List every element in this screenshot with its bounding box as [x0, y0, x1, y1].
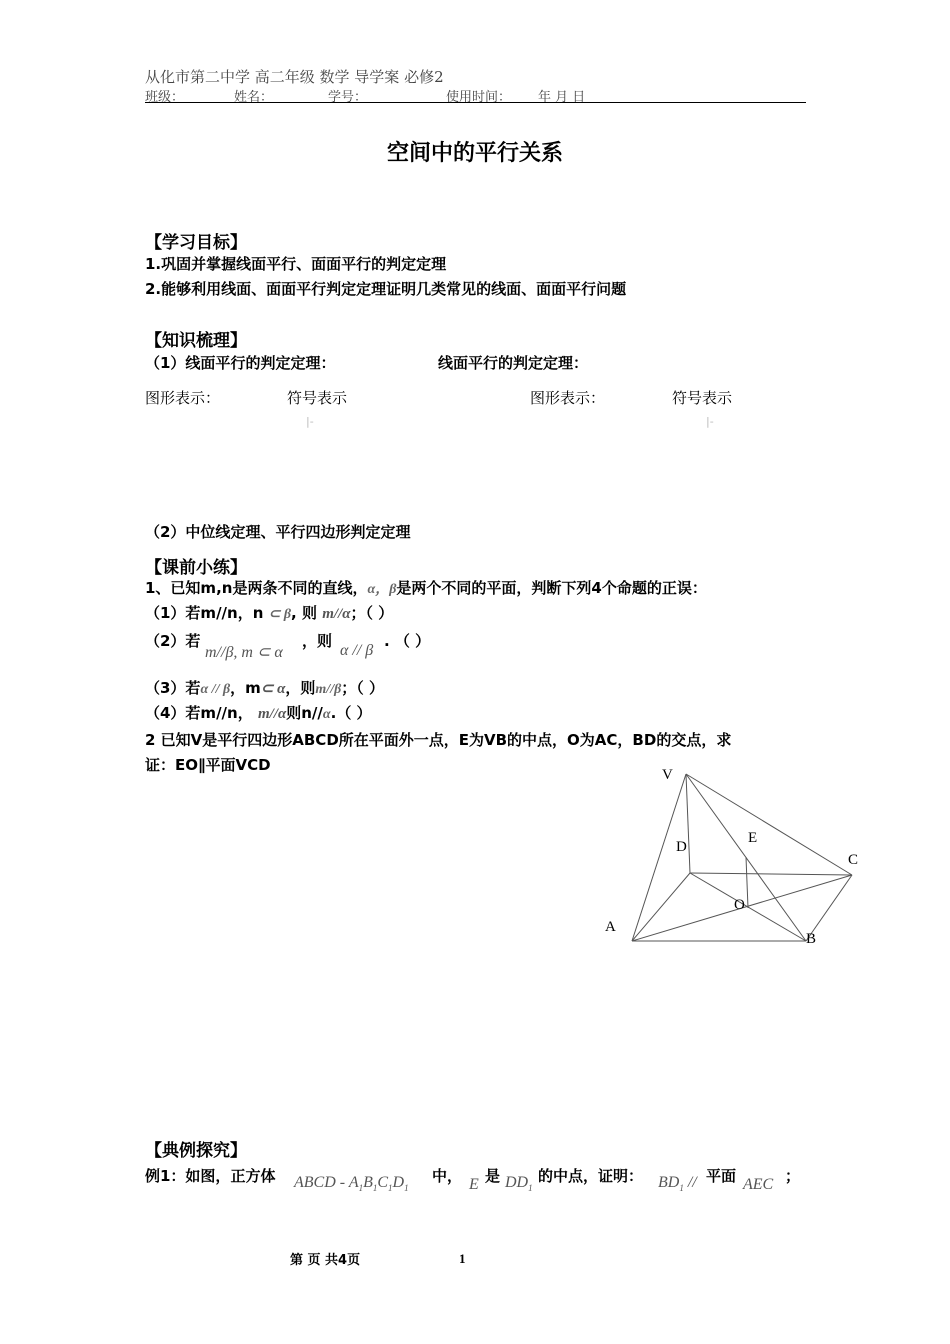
- example-1-text-e: 平面: [706, 1167, 737, 1185]
- sub-1d: 1: [404, 1183, 409, 1194]
- example-1-text-d: 的中点，证明：: [538, 1167, 644, 1185]
- placeholder-mark-right: |-: [706, 415, 714, 428]
- p3-text-a: （3）若: [145, 679, 201, 697]
- p4-text-b: 则n//: [286, 704, 323, 722]
- example-1-text-c: 是: [485, 1167, 501, 1185]
- edge-va: [632, 774, 686, 941]
- p4-math-2: α: [322, 707, 331, 722]
- p4-math-1: m//α: [257, 706, 287, 722]
- p4-text-a: （4）若m//n，: [145, 704, 253, 722]
- edge-cd: [690, 873, 852, 875]
- p1-math-1: ⊂ β: [268, 607, 292, 622]
- goal-item-2: 2.能够利用线面、面面平行判定定理证明几类常见的线面、面面平行问题: [145, 280, 627, 298]
- placeholder-mark-left: |-: [306, 415, 314, 428]
- p1-text-a: （1）若m//n，n: [145, 604, 264, 622]
- label-o: O: [734, 897, 745, 913]
- page-title: 空间中的平行关系: [386, 141, 563, 166]
- goals-heading: 【学习目标】: [145, 233, 247, 253]
- example-1-plane-aec: AEC: [743, 1176, 774, 1193]
- sub-1c: 1: [388, 1183, 393, 1194]
- practice-p1: [145, 602, 393, 623]
- sub-bd1: 1: [679, 1183, 684, 1194]
- edge-vd: [686, 774, 690, 873]
- header-rule: [145, 102, 806, 103]
- practice-p3: [145, 677, 384, 698]
- practice-p2: [145, 630, 200, 651]
- p3-text-c: ，则: [285, 679, 316, 697]
- example-1-segment-dd1: [505, 1174, 533, 1193]
- q1-text-a: 1、已知m,n是两条不同的直线，: [145, 579, 368, 597]
- example-1-segment-bd1: [658, 1174, 697, 1193]
- p1-text-c: ；（ ）: [350, 604, 394, 622]
- practice-q2-line2: 证：EO∥平面VCD: [145, 756, 271, 774]
- examples-heading: 【典例探究】: [145, 1141, 247, 1161]
- label-d: D: [676, 839, 687, 855]
- header-id-label: 学号：: [328, 90, 368, 105]
- sub-1a: 1: [358, 1183, 364, 1194]
- p2-text-a: （2）若: [145, 632, 201, 650]
- footer-page-count: 第 页 共4页: [290, 1253, 361, 1268]
- symbol-label-right: 符号表示: [672, 389, 733, 407]
- header-date-label: 年 月 日: [538, 90, 586, 105]
- symbol-label-left: 符号表示: [287, 389, 348, 407]
- cube-name-c: C: [377, 1174, 389, 1191]
- knowledge-heading: 【知识梳理】: [145, 331, 247, 351]
- pyramid-figure: [590, 760, 880, 960]
- p3-text-d: ；（ ）: [341, 679, 384, 697]
- cube-name-b: B: [363, 1174, 373, 1191]
- q1-greek: α，β: [367, 582, 397, 597]
- knowledge-left-title: （1）线面平行的判定定理：: [145, 354, 336, 372]
- footer-page-number: 1: [459, 1251, 466, 1266]
- p3-math-1: α // β: [200, 682, 231, 697]
- p4-text-c: .（ ）: [330, 704, 372, 722]
- knowledge-item-2: （2）中位线定理、平行四边形判定定理: [145, 523, 411, 541]
- edge-da: [632, 873, 690, 941]
- example-1-text-f: ；: [785, 1167, 801, 1185]
- cube-name-d: D: [392, 1174, 405, 1191]
- example-1-lead: 例1：如图，正方体: [145, 1167, 276, 1185]
- goal-item-1: 1.巩固并掌握线面平行、面面平行的判定定理: [145, 255, 447, 273]
- label-c: C: [848, 852, 859, 868]
- parallel-symbol: //: [683, 1174, 697, 1191]
- cube-name-a: ABCD - A: [294, 1174, 359, 1191]
- example-1-cube-name: [294, 1174, 409, 1193]
- practice-p4: [145, 702, 372, 723]
- sub-dd1: 1: [528, 1183, 533, 1194]
- edge-vc: [686, 774, 852, 875]
- practice-q2-line1: 2 已知V是平行四边形ABCD所在平面外一点，E为VB的中点，O为AC，BD的交点，求: [145, 731, 732, 749]
- p3-math-3: m//β: [315, 682, 342, 697]
- label-e: E: [748, 830, 758, 846]
- label-v: V: [662, 767, 673, 783]
- segment-bd: BD: [658, 1174, 680, 1191]
- p2-math-1: m//β, m ⊂ α: [205, 644, 283, 661]
- example-1-point-e: E: [469, 1176, 479, 1193]
- q1-text-b: 是两个不同的平面，判断下列4个命题的正误：: [396, 579, 707, 597]
- p3-text-b: ，m: [230, 679, 261, 697]
- p2-text-c: . （ ）: [384, 632, 431, 650]
- label-b: B: [806, 931, 817, 947]
- figure-label-right: 图形表示：: [530, 389, 606, 407]
- practice-q1: [145, 577, 707, 598]
- p2-math-2: α // β: [340, 642, 374, 659]
- segment-dd: DD: [505, 1174, 529, 1191]
- p2-text-b: ，则: [302, 632, 333, 650]
- p1-text-b: , 则: [291, 604, 317, 622]
- segment-eo: [746, 857, 748, 908]
- label-a: A: [605, 919, 616, 935]
- figure-label-left: 图形表示：: [145, 389, 221, 407]
- p3-math-2: ⊂ α: [260, 681, 286, 697]
- example-1-text-b: 中，: [432, 1167, 463, 1185]
- header-school-line: 从化市第二中学 高二年级 数学 导学案 必修2: [145, 68, 444, 86]
- practice-heading: 【课前小练】: [145, 558, 247, 578]
- p1-math-2: m//α: [322, 606, 351, 622]
- knowledge-right-title: 线面平行的判定定理：: [438, 354, 589, 372]
- sub-1b: 1: [372, 1183, 378, 1194]
- header-class-label: 班级：: [145, 90, 185, 105]
- header-time-label: 使用时间：: [446, 90, 512, 105]
- header-name-label: 姓名：: [234, 90, 274, 105]
